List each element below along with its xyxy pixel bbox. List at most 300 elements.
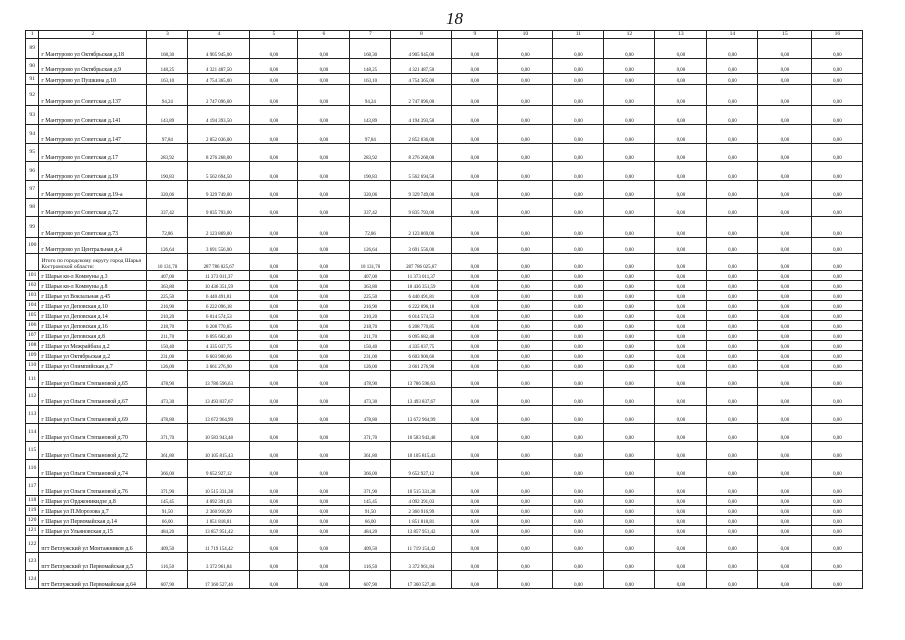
value-cell: 320,06 bbox=[350, 181, 391, 199]
value-cell: 0,00 bbox=[758, 217, 812, 238]
column-header: 13 bbox=[655, 31, 707, 39]
value-cell: 0,00 bbox=[250, 254, 298, 271]
value-cell: 0,00 bbox=[553, 361, 604, 371]
value-cell: 11 719 154,42 bbox=[391, 536, 452, 553]
value-cell: 0,00 bbox=[707, 301, 758, 311]
address-cell: г Шарья ул Первомайская д.14 bbox=[39, 516, 147, 526]
table-row bbox=[26, 361, 863, 371]
value-cell: 0,00 bbox=[298, 85, 350, 106]
value-cell: 0,00 bbox=[452, 106, 498, 125]
value-cell: 0,00 bbox=[553, 311, 604, 321]
value-cell: 0,00 bbox=[452, 424, 498, 442]
value-cell: 218,70 bbox=[147, 321, 188, 331]
value-cell: 0,00 bbox=[553, 106, 604, 125]
table-row bbox=[26, 144, 863, 162]
value-cell: 0,00 bbox=[498, 406, 553, 424]
value-cell: 148,25 bbox=[350, 59, 391, 74]
value-cell: 4 321 487,50 bbox=[188, 59, 250, 74]
column-header: 5 bbox=[250, 31, 298, 39]
value-cell: 17 360 527,46 bbox=[391, 571, 452, 589]
value-cell: 0,00 bbox=[553, 238, 604, 254]
row-number: 112 bbox=[26, 388, 39, 406]
value-cell: 0,00 bbox=[498, 424, 553, 442]
value-cell: 0,00 bbox=[758, 526, 812, 536]
value-cell: 148,25 bbox=[147, 59, 188, 74]
address-cell: г Шарья ул Ульяновская д.15 bbox=[39, 526, 147, 536]
table-row bbox=[26, 331, 863, 341]
value-cell: 0,00 bbox=[250, 341, 298, 351]
value-cell: 0,00 bbox=[604, 39, 655, 59]
value-cell: 0,00 bbox=[604, 301, 655, 311]
value-cell: 0,00 bbox=[604, 74, 655, 85]
row-number: 115 bbox=[26, 442, 39, 460]
address-cell: Итого по городскому округу город Шарья Костромской области: bbox=[39, 254, 147, 271]
address-cell: пгт Ветлужский ул Первомайская д.5 bbox=[39, 553, 147, 571]
value-cell: 0,00 bbox=[604, 199, 655, 217]
row-number: 108 bbox=[26, 341, 39, 351]
address-cell: г Мантурово ул Советская д.17 bbox=[39, 144, 147, 162]
value-cell: 0,00 bbox=[812, 571, 863, 589]
value-cell: 407,00 bbox=[147, 271, 188, 281]
value-cell: 0,00 bbox=[604, 516, 655, 526]
value-cell: 0,00 bbox=[298, 536, 350, 553]
address-cell: г Мантурово ул Советская д.141 bbox=[39, 106, 147, 125]
row-number: 96 bbox=[26, 162, 39, 181]
value-cell: 0,00 bbox=[553, 125, 604, 144]
column-header: 10 bbox=[498, 31, 553, 39]
value-cell: 0,00 bbox=[812, 496, 863, 506]
value-cell: 0,00 bbox=[812, 460, 863, 478]
value-cell: 0,00 bbox=[707, 496, 758, 506]
row-number: 123 bbox=[26, 553, 39, 571]
row-number: 99 bbox=[26, 217, 39, 238]
value-cell: 13 857 951,42 bbox=[188, 526, 250, 536]
value-cell: 0,00 bbox=[758, 59, 812, 74]
value-cell: 210,20 bbox=[350, 311, 391, 321]
value-cell: 0,00 bbox=[707, 424, 758, 442]
row-number: 103 bbox=[26, 291, 39, 301]
value-cell: 0,00 bbox=[250, 74, 298, 85]
value-cell: 0,00 bbox=[452, 406, 498, 424]
value-cell: 0,00 bbox=[298, 442, 350, 460]
value-cell: 0,00 bbox=[298, 144, 350, 162]
value-cell: 2 852 036,00 bbox=[188, 125, 250, 144]
value-cell: 409,50 bbox=[147, 536, 188, 553]
value-cell: 0,00 bbox=[655, 39, 707, 59]
value-cell: 0,00 bbox=[604, 85, 655, 106]
value-cell: 4 905 945,00 bbox=[391, 39, 452, 59]
value-cell: 0,00 bbox=[298, 516, 350, 526]
table-row bbox=[26, 553, 863, 571]
value-cell: 0,00 bbox=[758, 442, 812, 460]
row-number: 94 bbox=[26, 125, 39, 144]
row-number: 120 bbox=[26, 516, 39, 526]
value-cell: 0,00 bbox=[707, 536, 758, 553]
value-cell: 0,00 bbox=[498, 321, 553, 331]
value-cell: 216,90 bbox=[350, 301, 391, 311]
value-cell: 0,00 bbox=[655, 74, 707, 85]
value-cell: 0,00 bbox=[655, 351, 707, 361]
value-cell: 0,00 bbox=[707, 217, 758, 238]
value-cell: 8 276 268,00 bbox=[188, 144, 250, 162]
value-cell: 0,00 bbox=[604, 144, 655, 162]
value-cell: 0,00 bbox=[707, 553, 758, 571]
value-cell: 0,00 bbox=[553, 59, 604, 74]
header-row bbox=[26, 31, 863, 39]
value-cell: 0,00 bbox=[707, 254, 758, 271]
value-cell: 211,70 bbox=[350, 331, 391, 341]
value-cell: 0,00 bbox=[707, 351, 758, 361]
value-cell: 0,00 bbox=[498, 506, 553, 516]
value-cell: 478,90 bbox=[350, 371, 391, 388]
value-cell: 0,00 bbox=[707, 311, 758, 321]
value-cell: 320,06 bbox=[147, 181, 188, 199]
row-number: 106 bbox=[26, 321, 39, 331]
value-cell: 0,00 bbox=[452, 254, 498, 271]
value-cell: 0,00 bbox=[250, 388, 298, 406]
value-cell: 0,00 bbox=[298, 478, 350, 496]
value-cell: 13 493 837,67 bbox=[391, 388, 452, 406]
value-cell: 0,00 bbox=[758, 506, 812, 516]
value-cell: 91,50 bbox=[350, 506, 391, 516]
value-cell: 0,00 bbox=[655, 361, 707, 371]
value-cell: 0,00 bbox=[604, 571, 655, 589]
value-cell: 0,00 bbox=[812, 553, 863, 571]
value-cell: 10 436 351,59 bbox=[391, 281, 452, 291]
value-cell: 0,00 bbox=[707, 516, 758, 526]
value-cell: 0,00 bbox=[498, 311, 553, 321]
value-cell: 0,00 bbox=[498, 571, 553, 589]
value-cell: 0,00 bbox=[707, 406, 758, 424]
value-cell: 0,00 bbox=[604, 406, 655, 424]
value-cell: 2 123 869,00 bbox=[391, 217, 452, 238]
value-cell: 0,00 bbox=[655, 536, 707, 553]
value-cell: 94,24 bbox=[350, 85, 391, 106]
value-cell: 0,00 bbox=[498, 217, 553, 238]
value-cell: 0,00 bbox=[298, 526, 350, 536]
value-cell: 0,00 bbox=[452, 301, 498, 311]
value-cell: 0,00 bbox=[452, 291, 498, 301]
value-cell: 0,00 bbox=[812, 536, 863, 553]
value-cell: 0,00 bbox=[498, 351, 553, 361]
value-cell: 6 222 096,18 bbox=[391, 301, 452, 311]
value-cell: 2 360 916,99 bbox=[391, 506, 452, 516]
value-cell: 0,00 bbox=[655, 291, 707, 301]
value-cell: 0,00 bbox=[758, 254, 812, 271]
address-cell: г Шарья ул Орджоникидзе д.8 bbox=[39, 496, 147, 506]
value-cell: 0,00 bbox=[553, 506, 604, 516]
value-cell: 0,00 bbox=[250, 271, 298, 281]
value-cell: 0,00 bbox=[758, 371, 812, 388]
address-cell: пгт Ветлужский ул Первомайская д.64 bbox=[39, 571, 147, 589]
value-cell: 0,00 bbox=[298, 39, 350, 59]
table-row bbox=[26, 478, 863, 496]
value-cell: 607,90 bbox=[350, 571, 391, 589]
value-cell: 0,00 bbox=[498, 301, 553, 311]
value-cell: 0,00 bbox=[707, 199, 758, 217]
value-cell: 0,00 bbox=[452, 536, 498, 553]
table-row bbox=[26, 125, 863, 144]
value-cell: 363,80 bbox=[350, 281, 391, 291]
address-cell: г Шарья ул Деповская д.14 bbox=[39, 311, 147, 321]
value-cell: 0,00 bbox=[498, 478, 553, 496]
value-cell: 0,00 bbox=[655, 59, 707, 74]
value-cell: 2 747 096,00 bbox=[391, 85, 452, 106]
value-cell: 0,00 bbox=[655, 331, 707, 341]
value-cell: 6 014 574,53 bbox=[188, 311, 250, 321]
value-cell: 3 372 961,84 bbox=[391, 553, 452, 571]
value-cell: 0,00 bbox=[758, 516, 812, 526]
value-cell: 11 719 154,42 bbox=[188, 536, 250, 553]
value-cell: 0,00 bbox=[812, 144, 863, 162]
value-cell: 0,00 bbox=[498, 254, 553, 271]
value-cell: 0,00 bbox=[707, 144, 758, 162]
value-cell: 0,00 bbox=[553, 516, 604, 526]
value-cell: 0,00 bbox=[498, 536, 553, 553]
value-cell: 11 373 011,37 bbox=[188, 271, 250, 281]
value-cell: 0,00 bbox=[553, 271, 604, 281]
value-cell: 0,00 bbox=[655, 106, 707, 125]
value-cell: 143,89 bbox=[350, 106, 391, 125]
value-cell: 0,00 bbox=[604, 478, 655, 496]
table-row bbox=[26, 74, 863, 85]
value-cell: 13 672 964,99 bbox=[391, 406, 452, 424]
value-cell: 6 095 682,40 bbox=[391, 331, 452, 341]
value-cell: 0,00 bbox=[298, 217, 350, 238]
value-cell: 0,00 bbox=[812, 59, 863, 74]
address-cell: г Шарья ул Олимпийская д.7 bbox=[39, 361, 147, 371]
value-cell: 0,00 bbox=[553, 181, 604, 199]
value-cell: 0,00 bbox=[707, 361, 758, 371]
value-cell: 0,00 bbox=[604, 371, 655, 388]
value-cell: 0,00 bbox=[452, 388, 498, 406]
value-cell: 0,00 bbox=[250, 351, 298, 361]
value-cell: 0,00 bbox=[707, 125, 758, 144]
value-cell: 0,00 bbox=[498, 271, 553, 281]
value-cell: 0,00 bbox=[655, 478, 707, 496]
value-cell: 0,00 bbox=[812, 516, 863, 526]
value-cell: 0,00 bbox=[758, 311, 812, 321]
value-cell: 0,00 bbox=[707, 271, 758, 281]
value-cell: 473,30 bbox=[147, 388, 188, 406]
value-cell: 0,00 bbox=[758, 571, 812, 589]
value-cell: 0,00 bbox=[707, 371, 758, 388]
value-cell: 0,00 bbox=[707, 281, 758, 291]
value-cell: 0,00 bbox=[758, 39, 812, 59]
value-cell: 0,00 bbox=[707, 460, 758, 478]
value-cell: 3 691 556,00 bbox=[391, 238, 452, 254]
table-row bbox=[26, 162, 863, 181]
value-cell: 4 335 037,75 bbox=[391, 341, 452, 351]
value-cell: 66,00 bbox=[350, 516, 391, 526]
value-cell: 0,00 bbox=[655, 388, 707, 406]
value-cell: 0,00 bbox=[812, 271, 863, 281]
value-cell: 4 754 365,00 bbox=[391, 74, 452, 85]
address-cell: г Шарья ул Ольги Степановой д.74 bbox=[39, 460, 147, 478]
value-cell: 0,00 bbox=[604, 442, 655, 460]
value-cell: 0,00 bbox=[452, 496, 498, 506]
value-cell: 0,00 bbox=[758, 271, 812, 281]
value-cell: 0,00 bbox=[452, 321, 498, 331]
table-row bbox=[26, 85, 863, 106]
value-cell: 150,40 bbox=[350, 341, 391, 351]
value-cell: 0,00 bbox=[707, 526, 758, 536]
value-cell: 0,00 bbox=[812, 351, 863, 361]
value-cell: 10 131,70 bbox=[350, 254, 391, 271]
value-cell: 9 652 927,12 bbox=[188, 460, 250, 478]
value-cell: 13 857 951,42 bbox=[391, 526, 452, 536]
table-row bbox=[26, 321, 863, 331]
value-cell: 0,00 bbox=[250, 291, 298, 301]
row-number: 89 bbox=[26, 39, 39, 59]
value-cell: 0,00 bbox=[298, 106, 350, 125]
value-cell: 0,00 bbox=[553, 254, 604, 271]
value-cell: 0,00 bbox=[250, 301, 298, 311]
value-cell: 0,00 bbox=[452, 281, 498, 291]
address-cell: г Мантурово ул Советская д.147 bbox=[39, 125, 147, 144]
value-cell: 0,00 bbox=[758, 125, 812, 144]
address-cell: г Мантурово ул Октябрьская д.9 bbox=[39, 59, 147, 74]
value-cell: 0,00 bbox=[707, 321, 758, 331]
value-cell: 0,00 bbox=[553, 388, 604, 406]
value-cell: 0,00 bbox=[452, 85, 498, 106]
value-cell: 0,00 bbox=[498, 341, 553, 351]
value-cell: 0,00 bbox=[553, 162, 604, 181]
value-cell: 0,00 bbox=[655, 516, 707, 526]
value-cell: 0,00 bbox=[498, 331, 553, 341]
row-number: 121 bbox=[26, 526, 39, 536]
value-cell: 0,00 bbox=[655, 254, 707, 271]
value-cell: 143,89 bbox=[147, 106, 188, 125]
table-row bbox=[26, 460, 863, 478]
value-cell: 4 092 391,03 bbox=[391, 496, 452, 506]
value-cell: 190,83 bbox=[350, 162, 391, 181]
address-cell: г Мантурово ул Советская д.73 bbox=[39, 217, 147, 238]
table-row bbox=[26, 301, 863, 311]
value-cell: 97,84 bbox=[350, 125, 391, 144]
value-cell: 10 436 351,59 bbox=[188, 281, 250, 291]
address-cell: г Шарья ул Деповская д.16 bbox=[39, 321, 147, 331]
value-cell: 0,00 bbox=[498, 460, 553, 478]
value-cell: 0,00 bbox=[298, 361, 350, 371]
table-row bbox=[26, 424, 863, 442]
value-cell: 0,00 bbox=[452, 460, 498, 478]
value-cell: 484,20 bbox=[147, 526, 188, 536]
value-cell: 0,00 bbox=[707, 181, 758, 199]
value-cell: 0,00 bbox=[812, 388, 863, 406]
value-cell: 0,00 bbox=[250, 536, 298, 553]
row-number: 90 bbox=[26, 59, 39, 74]
value-cell: 0,00 bbox=[452, 478, 498, 496]
value-cell: 0,00 bbox=[250, 238, 298, 254]
value-cell: 0,00 bbox=[452, 59, 498, 74]
value-cell: 13 672 964,99 bbox=[188, 406, 250, 424]
value-cell: 0,00 bbox=[655, 238, 707, 254]
value-cell: 0,00 bbox=[707, 85, 758, 106]
value-cell: 0,00 bbox=[250, 406, 298, 424]
value-cell: 0,00 bbox=[707, 291, 758, 301]
value-cell: 231,00 bbox=[350, 351, 391, 361]
value-cell: 0,00 bbox=[758, 553, 812, 571]
value-cell: 0,00 bbox=[812, 254, 863, 271]
value-cell: 0,00 bbox=[250, 281, 298, 291]
value-cell: 0,00 bbox=[758, 199, 812, 217]
value-cell: 0,00 bbox=[498, 442, 553, 460]
address-cell: г Шарья ул Ольги Степановой д.67 bbox=[39, 388, 147, 406]
value-cell: 0,00 bbox=[812, 281, 863, 291]
table-row bbox=[26, 506, 863, 516]
value-cell: 0,00 bbox=[498, 125, 553, 144]
value-cell: 0,00 bbox=[655, 85, 707, 106]
value-cell: 0,00 bbox=[498, 516, 553, 526]
value-cell: 0,00 bbox=[250, 516, 298, 526]
value-cell: 287 786 025,67 bbox=[188, 254, 250, 271]
value-cell: 0,00 bbox=[812, 442, 863, 460]
value-cell: 0,00 bbox=[655, 526, 707, 536]
value-cell: 2 747 096,00 bbox=[188, 85, 250, 106]
value-cell: 0,00 bbox=[498, 371, 553, 388]
value-cell: 0,00 bbox=[707, 238, 758, 254]
value-cell: 371,70 bbox=[350, 424, 391, 442]
value-cell: 473,30 bbox=[350, 388, 391, 406]
value-cell: 0,00 bbox=[553, 281, 604, 291]
address-cell: г Мантурово ул Советская д.72 bbox=[39, 199, 147, 217]
value-cell: 145,45 bbox=[350, 496, 391, 506]
value-cell: 116,50 bbox=[350, 553, 391, 571]
value-cell: 216,90 bbox=[147, 301, 188, 311]
value-cell: 363,80 bbox=[147, 281, 188, 291]
value-cell: 0,00 bbox=[812, 39, 863, 59]
value-cell: 6 014 574,53 bbox=[391, 311, 452, 321]
table-row bbox=[26, 406, 863, 424]
column-header: 9 bbox=[452, 31, 498, 39]
table-row bbox=[26, 516, 863, 526]
value-cell: 0,00 bbox=[250, 361, 298, 371]
value-cell: 0,00 bbox=[498, 388, 553, 406]
value-cell: 0,00 bbox=[604, 388, 655, 406]
value-cell: 2 123 869,00 bbox=[188, 217, 250, 238]
value-cell: 0,00 bbox=[758, 301, 812, 311]
value-cell: 0,00 bbox=[298, 506, 350, 516]
value-cell: 0,00 bbox=[604, 506, 655, 516]
value-cell: 0,00 bbox=[812, 238, 863, 254]
value-cell: 0,00 bbox=[298, 59, 350, 74]
row-number: 97 bbox=[26, 181, 39, 199]
value-cell: 0,00 bbox=[452, 341, 498, 351]
value-cell: 0,00 bbox=[655, 271, 707, 281]
value-cell: 0,00 bbox=[250, 571, 298, 589]
value-cell: 145,45 bbox=[147, 496, 188, 506]
value-cell: 337,42 bbox=[350, 199, 391, 217]
row-number: 102 bbox=[26, 281, 39, 291]
table-row bbox=[26, 442, 863, 460]
value-cell: 0,00 bbox=[758, 496, 812, 506]
value-cell: 0,00 bbox=[498, 361, 553, 371]
value-cell: 9 652 927,12 bbox=[391, 460, 452, 478]
row-number: 107 bbox=[26, 331, 39, 341]
table-row bbox=[26, 271, 863, 281]
value-cell: 0,00 bbox=[655, 460, 707, 478]
value-cell: 478,80 bbox=[350, 406, 391, 424]
value-cell: 0,00 bbox=[812, 371, 863, 388]
address-cell: г Шарья ул Ольги Степановой д.70 bbox=[39, 424, 147, 442]
column-header: 2 bbox=[39, 31, 147, 39]
value-cell: 6 208 770,85 bbox=[391, 321, 452, 331]
value-cell: 4 335 037,75 bbox=[188, 341, 250, 351]
value-cell: 0,00 bbox=[452, 553, 498, 571]
value-cell: 2 360 916,99 bbox=[188, 506, 250, 516]
row-number: 110 bbox=[26, 361, 39, 371]
